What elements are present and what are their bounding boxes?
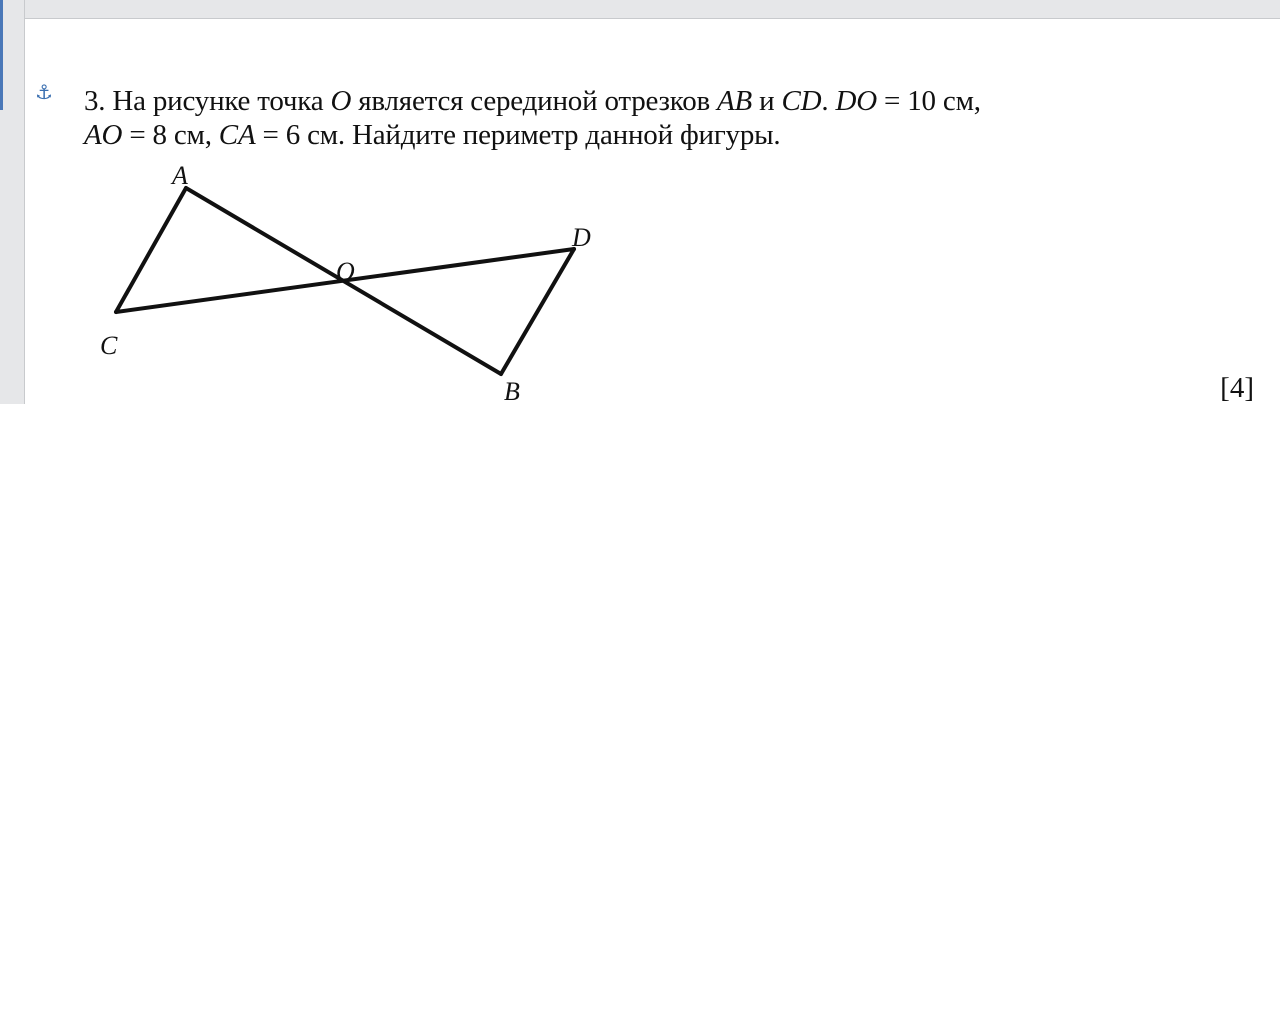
geometry-figure (90, 160, 630, 405)
segment-ca (116, 188, 186, 312)
point-label-a: A (172, 161, 188, 190)
problem-text-run: CA (218, 119, 256, 151)
marks-badge: [4] (1220, 372, 1254, 404)
left-margin-marker (0, 0, 3, 110)
point-label-c: C (100, 331, 118, 360)
problem-text-run: является серединой отрезков (351, 85, 718, 117)
problem-text-run: CD (781, 85, 822, 117)
figure-svg (90, 160, 630, 405)
anchor-icon[interactable]: ⚓ (35, 80, 53, 104)
problem-line-2 (84, 118, 1134, 152)
problem-text-run: = 8 см, (122, 119, 219, 151)
problem-text-run: AO (84, 119, 123, 151)
problem-line-1 (84, 84, 1134, 118)
editor-left-margin (0, 0, 25, 404)
segment-db (501, 249, 574, 374)
problem-text-run: = 6 см. Найдите периметр данной фигуры. (255, 119, 781, 151)
problem-text-run: DO (835, 85, 877, 117)
problem-text-run: . (821, 85, 836, 117)
problem-text-run: 3. На рисунке точка (84, 85, 331, 117)
editor-top-strip (0, 0, 1280, 19)
point-label-d: D (572, 223, 591, 252)
problem-text-run: O (330, 85, 352, 117)
point-label-o: O (336, 257, 355, 286)
problem-text-run: AB (717, 85, 753, 117)
point-label-b: B (504, 377, 520, 405)
problem-text-run: = 10 см, (877, 85, 981, 117)
problem-text-run: и (752, 85, 782, 117)
problem-statement (84, 84, 1134, 152)
